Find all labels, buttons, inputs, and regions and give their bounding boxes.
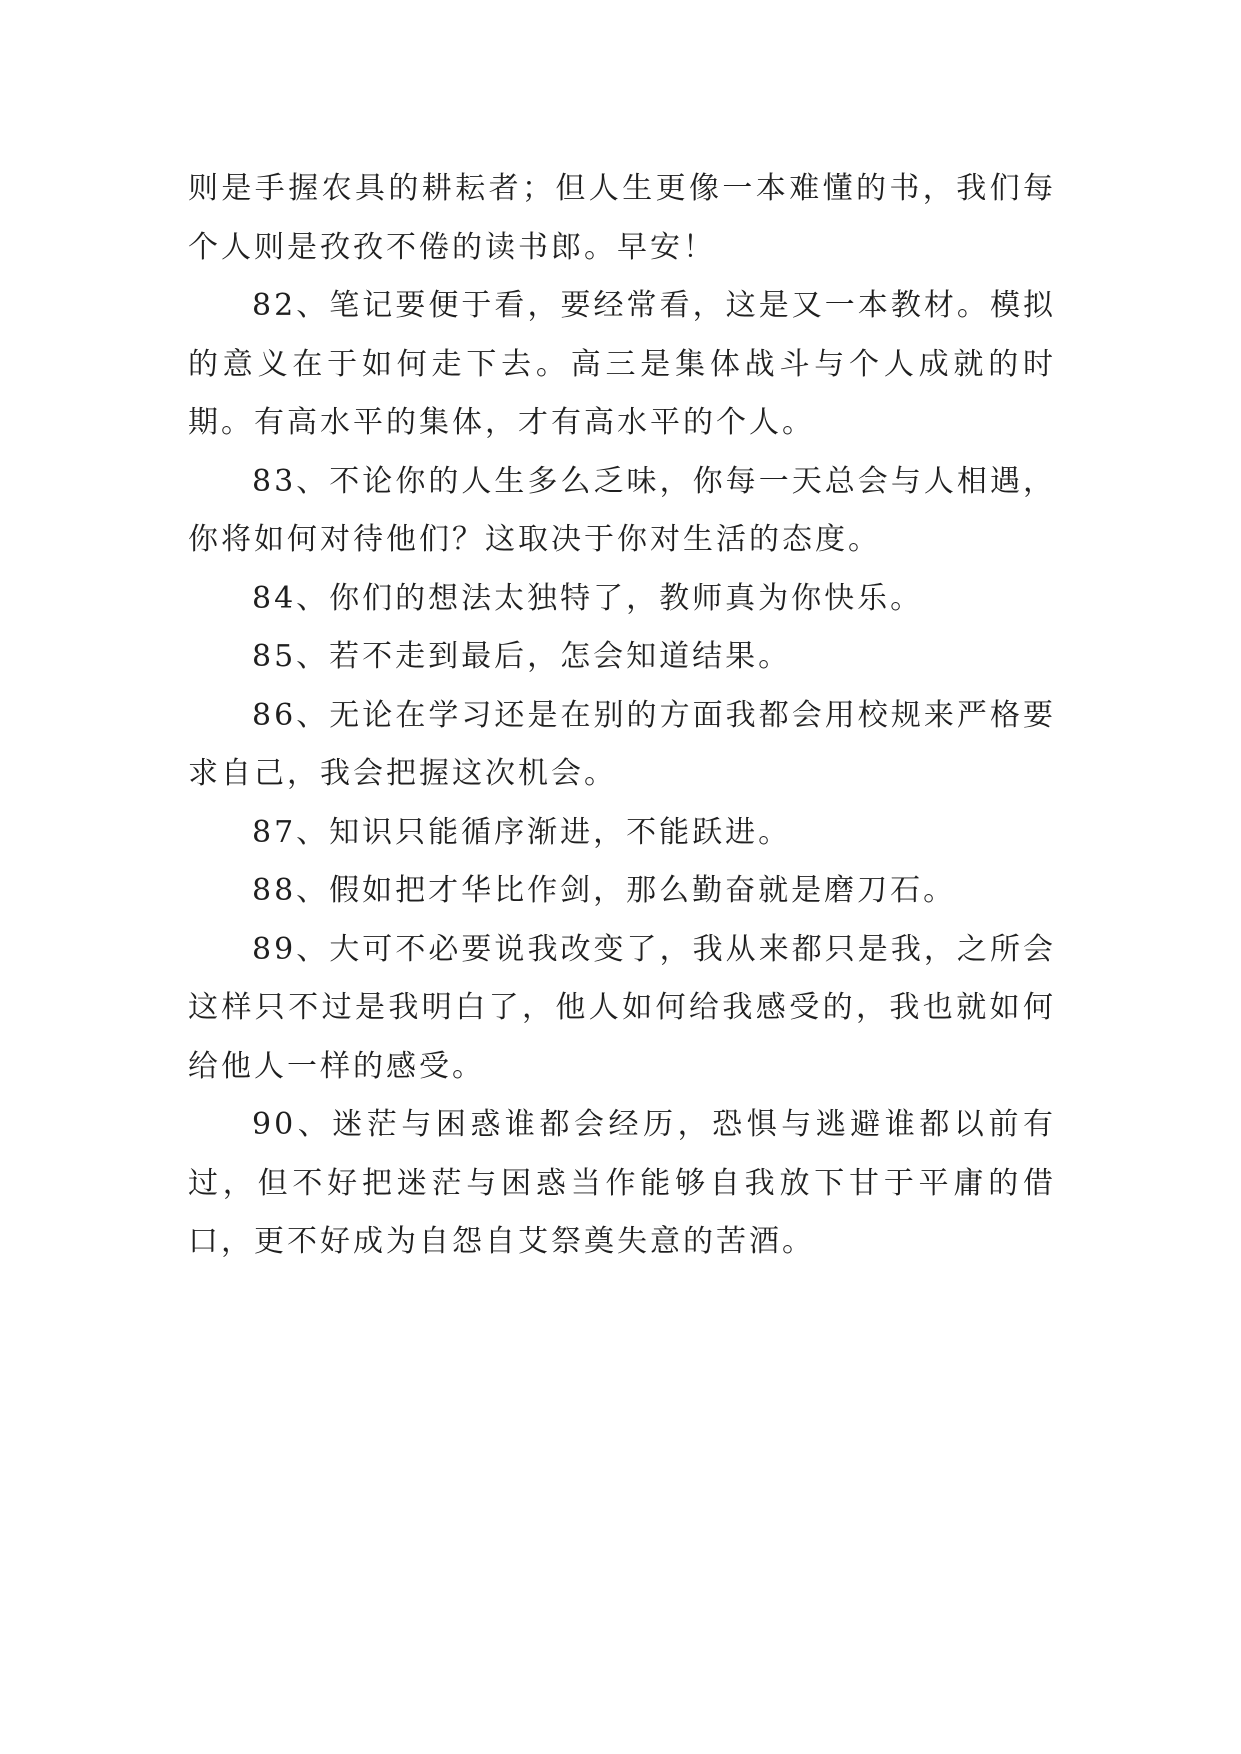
- document-body: [188, 160, 1056, 1272]
- paragraph-82: 82、笔记要便于看，要经常看，这是又一本教材。模拟的意义在于如何走下去。高三是集体战斗与个人成就的时期。有高水平的集体，才有高水平的个人。: [188, 288, 1056, 440]
- paragraph-87: 87、知识只能循序渐进，不能跃进。: [252, 814, 792, 850]
- paragraph-88: 88、假如把才华比作剑，那么勤奋就是磨刀石。: [252, 873, 957, 908]
- paragraph-84: 84、你们的想法太独特了，教师真为你快乐。: [252, 580, 924, 616]
- paragraph-86: 86、无论在学习还是在别的方面我都会用校规来严格要求自己，我会把握这次机会。: [188, 697, 1056, 791]
- paragraph-85: 85、若不走到最后，怎会知道结果。: [252, 639, 792, 674]
- paragraph-continuation: 则是手握农具的耕耘者；但人生更像一本难懂的书，我们每个人则是孜孜不倦的读书郎。早安！: [188, 171, 1056, 265]
- paragraph-83: 83、不论你的人生多么乏味，你每一天总会与人相遇，你将如何对待他们？这取决于你对生活的态度。: [188, 463, 1056, 557]
- paragraph-89: 89、大可不必要说我改变了，我从来都只是我，之所会这样只不过是我明白了，他人如何给我感受的，我也就如何给他人一样的感受。: [188, 931, 1056, 1084]
- paragraph-90: 90、迷茫与困惑谁都会经历，恐惧与逃避谁都以前有过，但不好把迷茫与困惑当作能够自我放下甘于平庸的借口，更不好成为自怨自艾祭奠失意的苦酒。: [188, 1107, 1056, 1259]
